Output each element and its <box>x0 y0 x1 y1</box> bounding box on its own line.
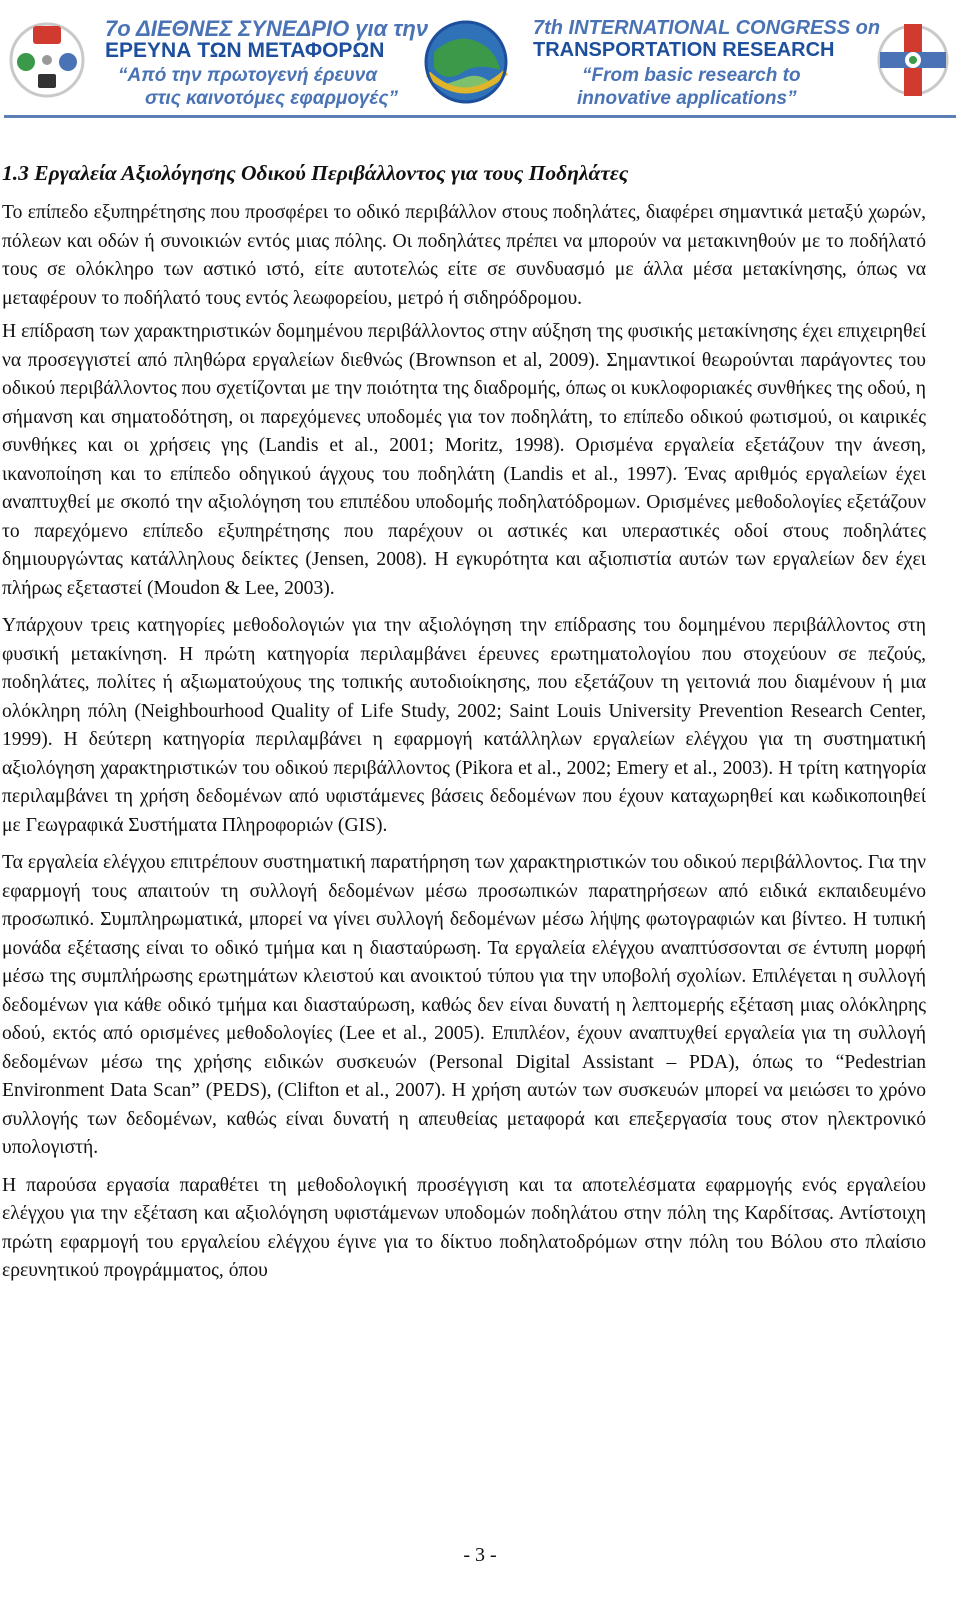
paper-body <box>2 160 926 1295</box>
paragraph: Υπάρχουν τρεις κατηγορίες μεθοδολογιών για την αξιολόγηση την επίδρασης του δομημένου περιβάλλοντος στη φυσική μετακίνηση. Η πρώτη κατηγορία περιλαμβάνει έρευνες ερωτηματολογίου που στοχεύουν σε πεζούς, ποδηλάτες, πολίτες ή αξιωματούχους της τοπικής αυτοδιοίκησης, που εξετάζουν τη γειτονιά που διαμένουν ή μια ολόκληρη πόλη (Neighbourhood Quality of Life Study, 2002; Saint Louis University Prevention Research Center, 1999). Η δεύτερη κατηγορία περιλαμβάνει η εφαρμογή κατάλληλων εργαλείων ελέγχου για τη συστηματική αξιολόγηση χαρακτηριστικών του οδικού περιβάλλοντος (Pikora et al., 2002; Emery et al., 2003). Η τρίτη κατηγορία περιλαμβάνει τη χρήση δεδομένων από υφιστάμενες βάσεις δεδομένων που έχουν καταχωρηθεί και κωδικοποιηθεί με Γεωγραφικά Συστήματα Πληροφοριών (GIS). <box>2 615 926 836</box>
road-sign-logo-icon <box>874 12 952 108</box>
page-number: - 3 - <box>463 1544 497 1566</box>
section-heading: 1.3 Εργαλεία Αξιολόγησης Οδικού Περιβάλλοντος για τους Ποδηλάτες <box>2 161 629 185</box>
greek-title-line-1: 7ο ΔΙΕΘΝΕΣ ΣΥΝΕΔΡΙΟ για την <box>105 16 429 41</box>
paragraph: Η παρούσα εργασία παραθέτει τη μεθοδολογική προσέγγιση και τα αποτελέσματα εφαρμογής ενός εργαλείου ελέγχου για την εξέταση και αξιολόγηση υφιστάμενων υποδομών ποδηλάτου στην πόλη της Καρδίτσας. Αντίστοιχη πρώτη εφαρμογή του εργαλείου ελέγχου έγινε για το δίκτυο ποδηλατοδρόμων στην πόλη του Βόλου στο πλαίσιο ερευνητικού προγράμματος, όπου <box>2 1174 926 1281</box>
paragraph: Το επίπεδο εξυπηρέτησης που προσφέρει το οδικό περιβάλλον στους ποδηλάτες, διαφέρει σημαντικά μεταξύ χωρών, πόλεων και οδών ή συνοικιών εντός μιας πόλης. Οι ποδηλάτες πρέπει να μπορούν να μετακινηθούν με το ποδήλατό τους σε ολόκληρο των αστικό ιστό, είτε αυτοτελώς είτε σε συνδυασμό με άλλα μέσα μετακίνησης, όπως να μεταφέρουν το ποδήλατό τους εντός λεωφορείου, μετρό ή σιδηρόδρομου. <box>2 202 926 309</box>
globe-emblem-icon <box>416 12 516 112</box>
english-title-line-2: TRANSPORTATION RESEARCH <box>533 39 835 61</box>
english-subtitle-line-1: “From basic research to <box>582 65 801 86</box>
greek-title-line-2: ΕΡΕΥΝΑ ΤΩΝ ΜΕΤΑΦΟΡΩΝ <box>105 39 385 62</box>
greek-subtitle-line-1: “Από την πρωτογενή έρευνα <box>118 65 378 86</box>
conference-banner <box>0 0 960 125</box>
english-title-line-1: 7th INTERNATIONAL CONGRESS on <box>533 17 881 39</box>
english-subtitle-line-2: innovative applications” <box>577 88 797 109</box>
transport-modes-logo-icon <box>6 12 88 108</box>
greek-subtitle-line-2: στις καινοτόμες εφαρμογές” <box>145 88 399 109</box>
paragraph: Η επίδραση των χαρακτηριστικών δομημένου περιβάλλοντος στην αύξηση της φυσικής μετακίνησης έχει επιχειρηθεί να προσεγγιστεί από πληθώρα εργαλείων διεθνώς (Brownson et al, 2009). Σημαντικοί θεωρούνται παράγοντες του οδικού περιβάλλοντος που σχετίζονται με την ποιότητα της διαδρομής, όπως οι κυκλοφοριακές συνθήκες της οδού, η σήμανση και σηματοδότηση, οι παρεχόμενες υποδομές για τον ποδηλάτη, το επίπεδο οδικού φωτισμού, οι καιρικές συνθήκες και οι χρήσεις γης (Landis et al., 2001; Moritz, 1998). Ορισμένα εργαλεία εξετάζουν την άνεση, ικανοποίηση και το επίπεδο οδηγικού άγχους του ποδηλάτη (Landis et al., 1997). Ένας αριθμός εργαλείων έχει αναπτυχθεί με σκοπό την αξιολόγηση του επιπέδου υποδομής ποδηλατόδρομων. Ορισμένες μεθοδολογίες εξετάζουν το παρεχόμενο επίπεδο εξυπηρέτησης που παρέχουν οι αστικές και υπεραστικές οδοί στους ποδηλάτες δημιουργώντας κατάλληλους δείκτες (Jensen, 2008). Η εγκυρότητα και αξιοπιστία αυτών των εργαλείων δεν έχει πλήρως εξεταστεί (Moudon & Lee, 2003). <box>2 321 926 599</box>
paragraph: Τα εργαλεία ελέγχου επιτρέπουν συστηματική παρατήρηση των χαρακτηριστικών του οδικού περιβάλλοντος. Για την εφαρμογή τους απαιτούν τη συλλογή δεδομένων μέσω προσωπικών παρατηρήσεων από ειδικά εκπαιδευμένο προσωπικό. Συμπληρωματικά, μπορεί να γίνει συλλογή δεδομένων μέσω λήψης φωτογραφιών και βίντεο. Η τυπική μονάδα εξέτασης είναι το οδικό τμήμα και η διασταύρωση. Τα εργαλεία ελέγχου αναπτύσσονται σε έντυπη μορφή μέσω της συμπλήρωσης ερωτημάτων κλειστού και ανοικτού τύπου για την υποβολή σχολίων. Επιλέγεται η συλλογή δεδομένων για κάθε οδικό τμήμα και διασταύρωση, καθώς δεν είναι δυνατή η λεπτομερής εξέταση μιας ολόκληρης οδού, εκτός από ορισμένες μεθοδολογίες (Lee et al., 2005). Επιπλέον, έχουν αναπτυχθεί εργαλεία για τη συλλογή δεδομένων μέσω της χρήσης ειδικών συσκευών (Personal Digital Assistant – PDA), όπως το “Pedestrian Environment Data Scan” (PEDS), (Clifton et al., 2007). Η χρήση αυτών των συσκευών μπορεί να μειώσει το χρόνο συλλογής των δεδομένων, καθώς είναι δυνατή η απευθείας μεταφορά και επεξεργασία τους στον ηλεκτρονικό υπολογιστή. <box>2 852 926 1158</box>
